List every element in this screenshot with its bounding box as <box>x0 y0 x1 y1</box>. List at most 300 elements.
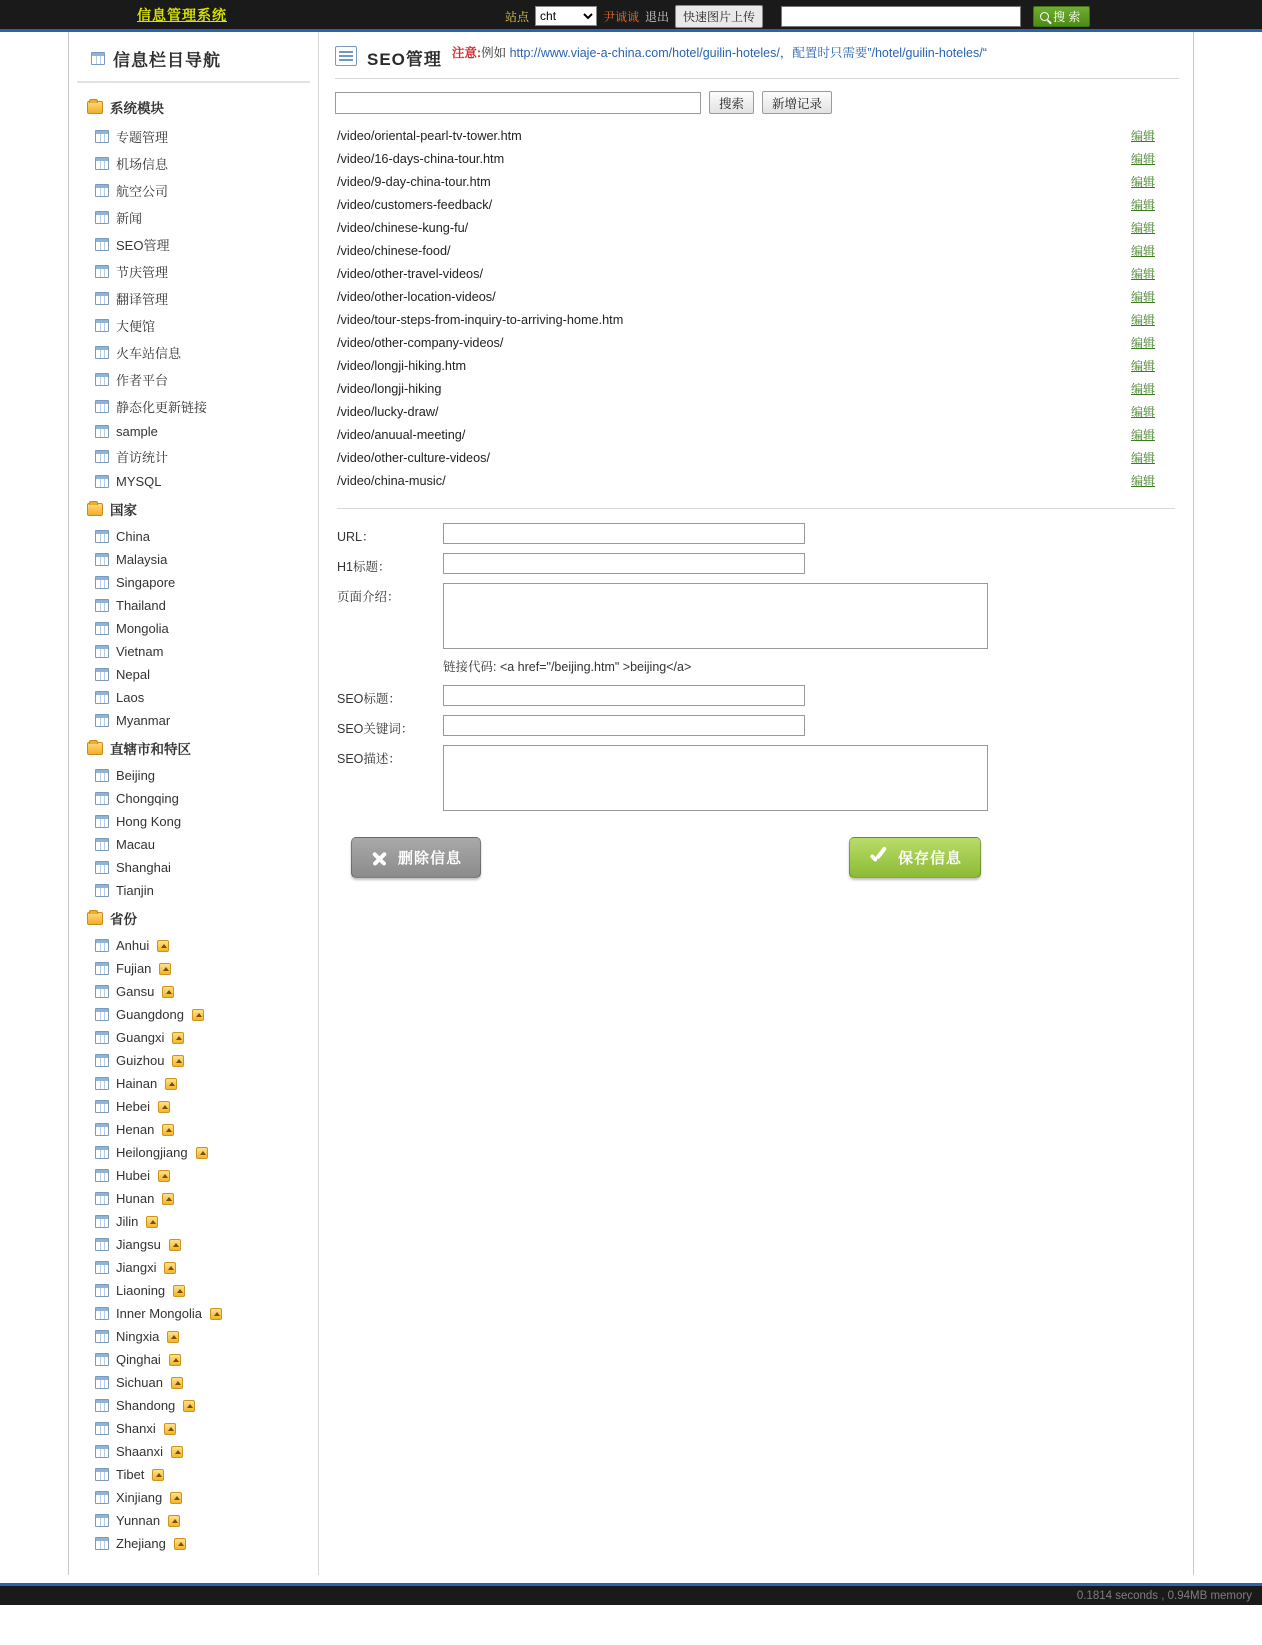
grid-icon <box>95 1307 109 1320</box>
sidebar-group <box>69 91 318 123</box>
seo-search-button[interactable]: 搜索 <box>709 91 754 114</box>
save-button[interactable] <box>849 837 981 878</box>
sidebar-item[interactable] <box>69 231 318 258</box>
grid-icon <box>95 1284 109 1297</box>
footer-stats: 0.1814 seconds , 0.94MB memory <box>1076 1589 1252 1602</box>
sidebar-item[interactable] <box>69 1072 318 1095</box>
grid-icon <box>95 1514 109 1527</box>
sidebar-item-label: 航空公司 <box>116 184 169 199</box>
edit-link[interactable]: 编辑 <box>1130 336 1155 350</box>
check-icon <box>868 849 888 867</box>
list-item <box>335 331 1179 354</box>
sidebar-item[interactable] <box>69 1302 318 1325</box>
update-badge-icon <box>158 1101 170 1113</box>
sidebar-item-label: Jiangsu <box>116 1237 161 1252</box>
sidebar-item[interactable] <box>69 470 318 493</box>
page-intro-textarea[interactable] <box>443 583 988 649</box>
field-seo-desc <box>337 745 1179 811</box>
seo-keywords-input[interactable] <box>443 715 805 736</box>
seo-url-path: /video/9-day-china-tour.htm <box>337 174 491 189</box>
grid-icon <box>95 1261 109 1274</box>
list-item <box>335 400 1179 423</box>
grid-icon <box>95 1100 109 1113</box>
seo-url-path: /video/oriental-pearl-tv-tower.htm <box>337 128 522 143</box>
delete-button[interactable] <box>351 837 481 878</box>
update-badge-icon <box>172 1055 184 1067</box>
update-badge-icon <box>171 1377 183 1389</box>
grid-icon <box>95 599 109 612</box>
grid-icon <box>95 1031 109 1044</box>
sidebar-item[interactable] <box>69 443 318 470</box>
notice-url: http://www.viaje-a-china.com/hotel/guilin-hoteles/ <box>509 46 780 60</box>
seo-url-path: /video/longji-hiking <box>337 381 442 396</box>
content-frame <box>68 32 1194 1575</box>
sidebar-item[interactable] <box>69 1118 318 1141</box>
update-badge-icon <box>167 1331 179 1343</box>
update-badge-icon <box>174 1538 186 1550</box>
sidebar-item-label: Tianjin <box>116 883 154 898</box>
sidebar-item-label: Hubei <box>116 1168 150 1183</box>
edit-link[interactable]: 编辑 <box>1130 244 1155 258</box>
sidebar-item-label: Qinghai <box>116 1352 161 1367</box>
sidebar-item-label: Anhui <box>116 938 150 953</box>
grid-icon <box>95 1169 109 1182</box>
divider <box>337 508 1175 509</box>
edit-link[interactable]: 编辑 <box>1130 129 1155 143</box>
list-item <box>335 377 1179 400</box>
sidebar-item[interactable] <box>69 420 318 443</box>
grid-icon <box>95 1146 109 1159</box>
global-search-button-label: 搜 索 <box>1053 9 1081 24</box>
grid-icon <box>95 130 109 143</box>
sidebar-item[interactable] <box>69 663 318 686</box>
grid-icon <box>95 1491 109 1504</box>
seo-desc-label: SEO描述： <box>337 752 401 766</box>
seo-title-label: SEO标题： <box>337 692 401 706</box>
sidebar-item[interactable] <box>69 957 318 980</box>
grid-icon <box>95 645 109 658</box>
sidebar-item-label: Hong Kong <box>116 814 182 829</box>
field-seo-title <box>337 685 1179 707</box>
list-item <box>335 216 1179 239</box>
seo-url-path: /video/longji-hiking.htm <box>337 358 467 373</box>
grid-icon <box>95 691 109 704</box>
sidebar-item-label: Gansu <box>116 984 155 999</box>
grid-icon <box>95 450 109 463</box>
grid-icon <box>95 576 109 589</box>
sidebar-item-label: Hebei <box>116 1099 150 1114</box>
grid-icon <box>95 769 109 782</box>
sidebar-group-label: 省份 <box>110 912 137 927</box>
edit-link[interactable]: 编辑 <box>1130 451 1155 465</box>
sidebar-item[interactable] <box>69 1026 318 1049</box>
main-header <box>335 44 1179 79</box>
update-badge-icon <box>192 1009 204 1021</box>
grid-icon <box>95 265 109 278</box>
folder-icon <box>87 503 103 516</box>
update-badge-icon <box>162 1124 174 1136</box>
seo-url-path: /video/other-location-videos/ <box>337 289 496 304</box>
url-input[interactable] <box>443 523 805 544</box>
grid-icon <box>95 1376 109 1389</box>
global-search-button[interactable] <box>1033 6 1090 27</box>
grid-icon <box>95 1077 109 1090</box>
intro-label: 页面介绍： <box>337 590 400 604</box>
update-badge-icon <box>183 1400 195 1412</box>
update-badge-icon <box>159 963 171 975</box>
h1-title-input[interactable] <box>443 553 805 574</box>
grid-icon <box>95 400 109 413</box>
sidebar-item-label: Henan <box>116 1122 155 1137</box>
sidebar-title-text: 信息栏目导航 <box>113 51 221 70</box>
main-content <box>319 32 1193 1575</box>
sidebar-item[interactable] <box>69 787 318 810</box>
user-name: 尹诚诚 <box>603 9 640 24</box>
search-row <box>335 91 1179 114</box>
sidebar-item[interactable] <box>69 709 318 732</box>
seo-description-textarea[interactable] <box>443 745 988 811</box>
list-item <box>335 469 1179 492</box>
sidebar-item[interactable] <box>69 366 318 393</box>
edit-link[interactable]: 编辑 <box>1130 267 1155 281</box>
sidebar-item[interactable] <box>69 548 318 571</box>
folder-icon <box>87 912 103 925</box>
sidebar-item[interactable] <box>69 1164 318 1187</box>
sidebar-item[interactable] <box>69 339 318 366</box>
logout-link[interactable]: 退出 <box>645 9 670 24</box>
seo-url-path: /video/anuual-meeting/ <box>337 427 466 442</box>
edit-link[interactable]: 编辑 <box>1130 474 1155 488</box>
seo-url-path: /video/tour-steps-from-inquiry-to-arriving-home.htm <box>337 312 624 327</box>
grid-icon <box>95 1422 109 1435</box>
sidebar-item[interactable] <box>69 1095 318 1118</box>
sidebar-item[interactable] <box>69 150 318 177</box>
seo-url-path: /video/16-days-china-tour.htm <box>337 151 505 166</box>
sidebar-item-label: Malaysia <box>116 552 168 567</box>
grid-icon <box>95 1399 109 1412</box>
sidebar-item-label: 新闻 <box>116 211 143 226</box>
sidebar-item-label: 大便馆 <box>116 319 156 334</box>
edit-link[interactable]: 编辑 <box>1130 290 1155 304</box>
sidebar-item-label: 节庆管理 <box>116 265 169 280</box>
list-item <box>335 147 1179 170</box>
sidebar-item[interactable] <box>69 1417 318 1440</box>
sidebar-item[interactable] <box>69 1394 318 1417</box>
list-item <box>335 308 1179 331</box>
grid-icon <box>95 1008 109 1021</box>
sidebar-item[interactable] <box>69 1210 318 1233</box>
sidebar-item[interactable] <box>69 1233 318 1256</box>
grid-icon <box>95 815 109 828</box>
sidebar-item-label: Inner Mongolia <box>116 1306 202 1321</box>
update-badge-icon <box>162 986 174 998</box>
sidebar-item[interactable] <box>69 177 318 204</box>
site-select[interactable] <box>535 6 597 26</box>
grid-icon <box>95 714 109 727</box>
sidebar-item[interactable] <box>69 1348 318 1371</box>
sidebar-item-label: Xinjiang <box>116 1490 163 1505</box>
grid-icon <box>95 1192 109 1205</box>
quick-image-upload-button[interactable]: 快速图片上传 <box>675 5 763 28</box>
seo-keywords-label: SEO关键词： <box>337 722 414 736</box>
top-bar-controls <box>505 0 1090 32</box>
sidebar-item-label: sample <box>116 424 158 439</box>
sidebar-group-label: 直辖市和特区 <box>110 742 191 757</box>
update-badge-icon <box>157 940 169 952</box>
sidebar-item-label: Guangdong <box>116 1007 184 1022</box>
sidebar-item-label: 翻译管理 <box>116 292 169 307</box>
update-badge-icon <box>172 1032 184 1044</box>
field-url <box>337 523 1179 545</box>
sidebar-item[interactable] <box>69 764 318 787</box>
list-item <box>335 285 1179 308</box>
sidebar-group <box>69 493 318 525</box>
sidebar-item-label: Fujian <box>116 961 152 976</box>
sidebar-item[interactable] <box>69 204 318 231</box>
grid-icon <box>95 319 109 332</box>
folder-icon <box>87 101 103 114</box>
edit-link[interactable]: 编辑 <box>1130 313 1155 327</box>
brand-link[interactable]: 信息管理系统 <box>137 6 227 23</box>
grid-icon <box>95 985 109 998</box>
update-badge-icon <box>169 1354 181 1366</box>
edit-link[interactable]: 编辑 <box>1130 221 1155 235</box>
sidebar-group-label: 系统模块 <box>110 101 164 116</box>
sidebar-item-label: Chongqing <box>116 791 179 806</box>
field-intro <box>337 583 1179 649</box>
sidebar-item-label: Beijing <box>116 768 156 783</box>
sidebar-item-label: Shanghai <box>116 860 171 875</box>
sidebar-item-label: 作者平台 <box>116 373 169 388</box>
sidebar-item-label: 静态化更新链接 <box>116 400 208 415</box>
sidebar-item-label: Liaoning <box>116 1283 166 1298</box>
sidebar-item[interactable] <box>69 393 318 420</box>
grid-icon <box>95 346 109 359</box>
update-badge-icon <box>173 1285 185 1297</box>
h1-label: H1标题： <box>337 560 391 574</box>
grid-icon <box>95 792 109 805</box>
sidebar-item[interactable] <box>69 1256 318 1279</box>
grid-icon <box>95 1537 109 1550</box>
list-item <box>335 262 1179 285</box>
site-label: 站点 <box>505 9 530 24</box>
top-bar <box>0 0 1262 32</box>
sidebar-item[interactable] <box>69 258 318 285</box>
grid-icon <box>95 962 109 975</box>
sidebar-group <box>69 902 318 934</box>
sidebar-group-label: 国家 <box>110 503 137 518</box>
grid-icon <box>95 475 109 488</box>
grid-icon <box>95 838 109 851</box>
sidebar-item-label: Jilin <box>116 1214 139 1229</box>
document-icon <box>335 46 357 66</box>
sidebar-item[interactable] <box>69 640 318 663</box>
notice-warning-label: 注意: <box>451 46 482 60</box>
grid-icon <box>95 184 109 197</box>
sidebar-item[interactable] <box>69 617 318 640</box>
grid-icon <box>95 1353 109 1366</box>
sidebar-item[interactable] <box>69 571 318 594</box>
sidebar-item[interactable] <box>69 879 318 902</box>
sidebar-item-label: Heilongjiang <box>116 1145 188 1160</box>
seo-url-path: /video/china-music/ <box>337 473 446 488</box>
update-badge-icon <box>196 1147 208 1159</box>
update-badge-icon <box>152 1469 164 1481</box>
update-badge-icon <box>146 1216 158 1228</box>
sidebar-item[interactable] <box>69 1279 318 1302</box>
sidebar-item[interactable] <box>69 123 318 150</box>
sidebar-item-label: Guangxi <box>116 1030 165 1045</box>
update-badge-icon <box>164 1423 176 1435</box>
list-item <box>335 239 1179 262</box>
update-badge-icon <box>169 1239 181 1251</box>
sidebar-item-label: Sichuan <box>116 1375 163 1390</box>
url-label: URL： <box>337 530 375 544</box>
grid-icon <box>95 157 109 170</box>
sidebar-item[interactable] <box>69 1486 318 1509</box>
sidebar-item-label: China <box>116 529 150 544</box>
sidebar-item[interactable] <box>69 833 318 856</box>
sidebar-item-label: Zhejiang <box>116 1536 166 1551</box>
update-badge-icon <box>162 1193 174 1205</box>
grid-icon <box>95 1054 109 1067</box>
grid-icon <box>95 1330 109 1343</box>
seo-url-path: /video/other-travel-videos/ <box>337 266 483 281</box>
sidebar-item[interactable] <box>69 856 318 879</box>
sidebar-item[interactable] <box>69 525 318 548</box>
grid-icon <box>95 211 109 224</box>
seo-title-input[interactable] <box>443 685 805 706</box>
update-badge-icon <box>168 1515 180 1527</box>
folder-icon <box>87 742 103 755</box>
list-item <box>335 446 1179 469</box>
sidebar-item-label: Mongolia <box>116 621 169 636</box>
seo-url-path: /video/chinese-kung-fu/ <box>337 220 469 235</box>
sidebar-item-label: MYSQL <box>116 474 162 489</box>
sidebar-item[interactable] <box>69 1187 318 1210</box>
sidebar-item[interactable] <box>69 1049 318 1072</box>
list-item <box>335 423 1179 446</box>
seo-search-input[interactable] <box>335 92 701 114</box>
sidebar-nav <box>69 91 318 1555</box>
sidebar-item-label: Guizhou <box>116 1053 165 1068</box>
seo-url-path: /video/customers-feedback/ <box>337 197 493 212</box>
grid-icon <box>95 1468 109 1481</box>
list-item <box>335 124 1179 147</box>
link-code-hint: 链接代码: <a href="/beijing.htm" >beijing</a> <box>443 660 692 674</box>
grid-icon <box>95 292 109 305</box>
update-badge-icon <box>164 1262 176 1274</box>
list-item <box>335 354 1179 377</box>
edit-link[interactable]: 编辑 <box>1130 405 1155 419</box>
edit-link[interactable]: 编辑 <box>1130 152 1155 166</box>
list-icon <box>91 52 105 65</box>
grid-icon <box>95 861 109 874</box>
sidebar <box>69 32 319 1575</box>
search-icon <box>1040 12 1049 21</box>
sidebar-item[interactable] <box>69 1141 318 1164</box>
grid-icon <box>95 553 109 566</box>
sidebar-item-label: Macau <box>116 837 156 852</box>
seo-url-path: /video/other-company-videos/ <box>337 335 504 350</box>
sidebar-item[interactable] <box>69 1003 318 1026</box>
sidebar-item-label: SEO管理 <box>116 238 170 253</box>
sidebar-title <box>77 32 310 83</box>
grid-icon <box>95 668 109 681</box>
field-seo-keywords <box>337 715 1179 737</box>
sidebar-item[interactable] <box>69 980 318 1003</box>
update-badge-icon <box>158 1170 170 1182</box>
sidebar-item[interactable] <box>69 1463 318 1486</box>
sidebar-item[interactable] <box>69 1440 318 1463</box>
notice-text-2: ，配置时只需要”/hotel/guilin-hoteles/“ <box>779 46 987 60</box>
form-buttons <box>337 837 999 878</box>
grid-icon <box>95 884 109 897</box>
notice <box>452 44 987 63</box>
sidebar-item[interactable] <box>69 810 318 833</box>
sidebar-item[interactable] <box>69 285 318 312</box>
sidebar-item[interactable] <box>69 1509 318 1532</box>
seo-url-path: /video/lucky-draw/ <box>337 404 439 419</box>
sidebar-item[interactable] <box>69 594 318 617</box>
sidebar-item-label: Laos <box>116 690 145 705</box>
field-h1 <box>337 553 1179 575</box>
list-item <box>335 170 1179 193</box>
sidebar-item-label: Yunnan <box>116 1513 161 1528</box>
update-badge-icon <box>165 1078 177 1090</box>
edit-link[interactable]: 编辑 <box>1130 428 1155 442</box>
update-badge-icon <box>170 1492 182 1504</box>
notice-text-1: 例如 <box>481 46 510 60</box>
delete-button-label: 删除信息 <box>398 850 463 867</box>
sidebar-item-label: Tibet <box>116 1467 145 1482</box>
grid-icon <box>95 373 109 386</box>
sidebar-item[interactable] <box>69 312 318 339</box>
sidebar-item-label: Shandong <box>116 1398 176 1413</box>
grid-icon <box>95 238 109 251</box>
sidebar-item[interactable] <box>69 686 318 709</box>
sidebar-item-label: Hunan <box>116 1191 155 1206</box>
edit-link[interactable]: 编辑 <box>1130 382 1155 396</box>
grid-icon <box>95 622 109 635</box>
sidebar-item[interactable] <box>69 1371 318 1394</box>
sidebar-item-label: 专题管理 <box>116 130 169 145</box>
list-item <box>335 193 1179 216</box>
seo-url-path: /video/chinese-food/ <box>337 243 451 258</box>
grid-icon <box>95 1215 109 1228</box>
sidebar-item-label: Shanxi <box>116 1421 156 1436</box>
global-search-input[interactable] <box>781 6 1021 27</box>
seo-url-path: /video/other-culture-videos/ <box>337 450 491 465</box>
sidebar-item-label: 首访统计 <box>116 450 169 465</box>
add-record-button[interactable]: 新增记录 <box>762 91 832 114</box>
edit-link[interactable]: 编辑 <box>1130 198 1155 212</box>
sidebar-item[interactable] <box>69 1532 318 1555</box>
edit-link[interactable]: 编辑 <box>1130 359 1155 373</box>
page-title: SEO管理 <box>367 50 442 69</box>
sidebar-item-label: Jiangxi <box>116 1260 157 1275</box>
seo-url-list <box>335 124 1179 492</box>
edit-link[interactable]: 编辑 <box>1130 175 1155 189</box>
sidebar-item[interactable] <box>69 934 318 957</box>
sidebar-item-label: Shaanxi <box>116 1444 163 1459</box>
grid-icon <box>95 939 109 952</box>
sidebar-item-label: Thailand <box>116 598 166 613</box>
sidebar-item-label: Ningxia <box>116 1329 160 1344</box>
sidebar-group <box>69 732 318 764</box>
sidebar-item[interactable] <box>69 1325 318 1348</box>
update-badge-icon <box>210 1308 222 1320</box>
